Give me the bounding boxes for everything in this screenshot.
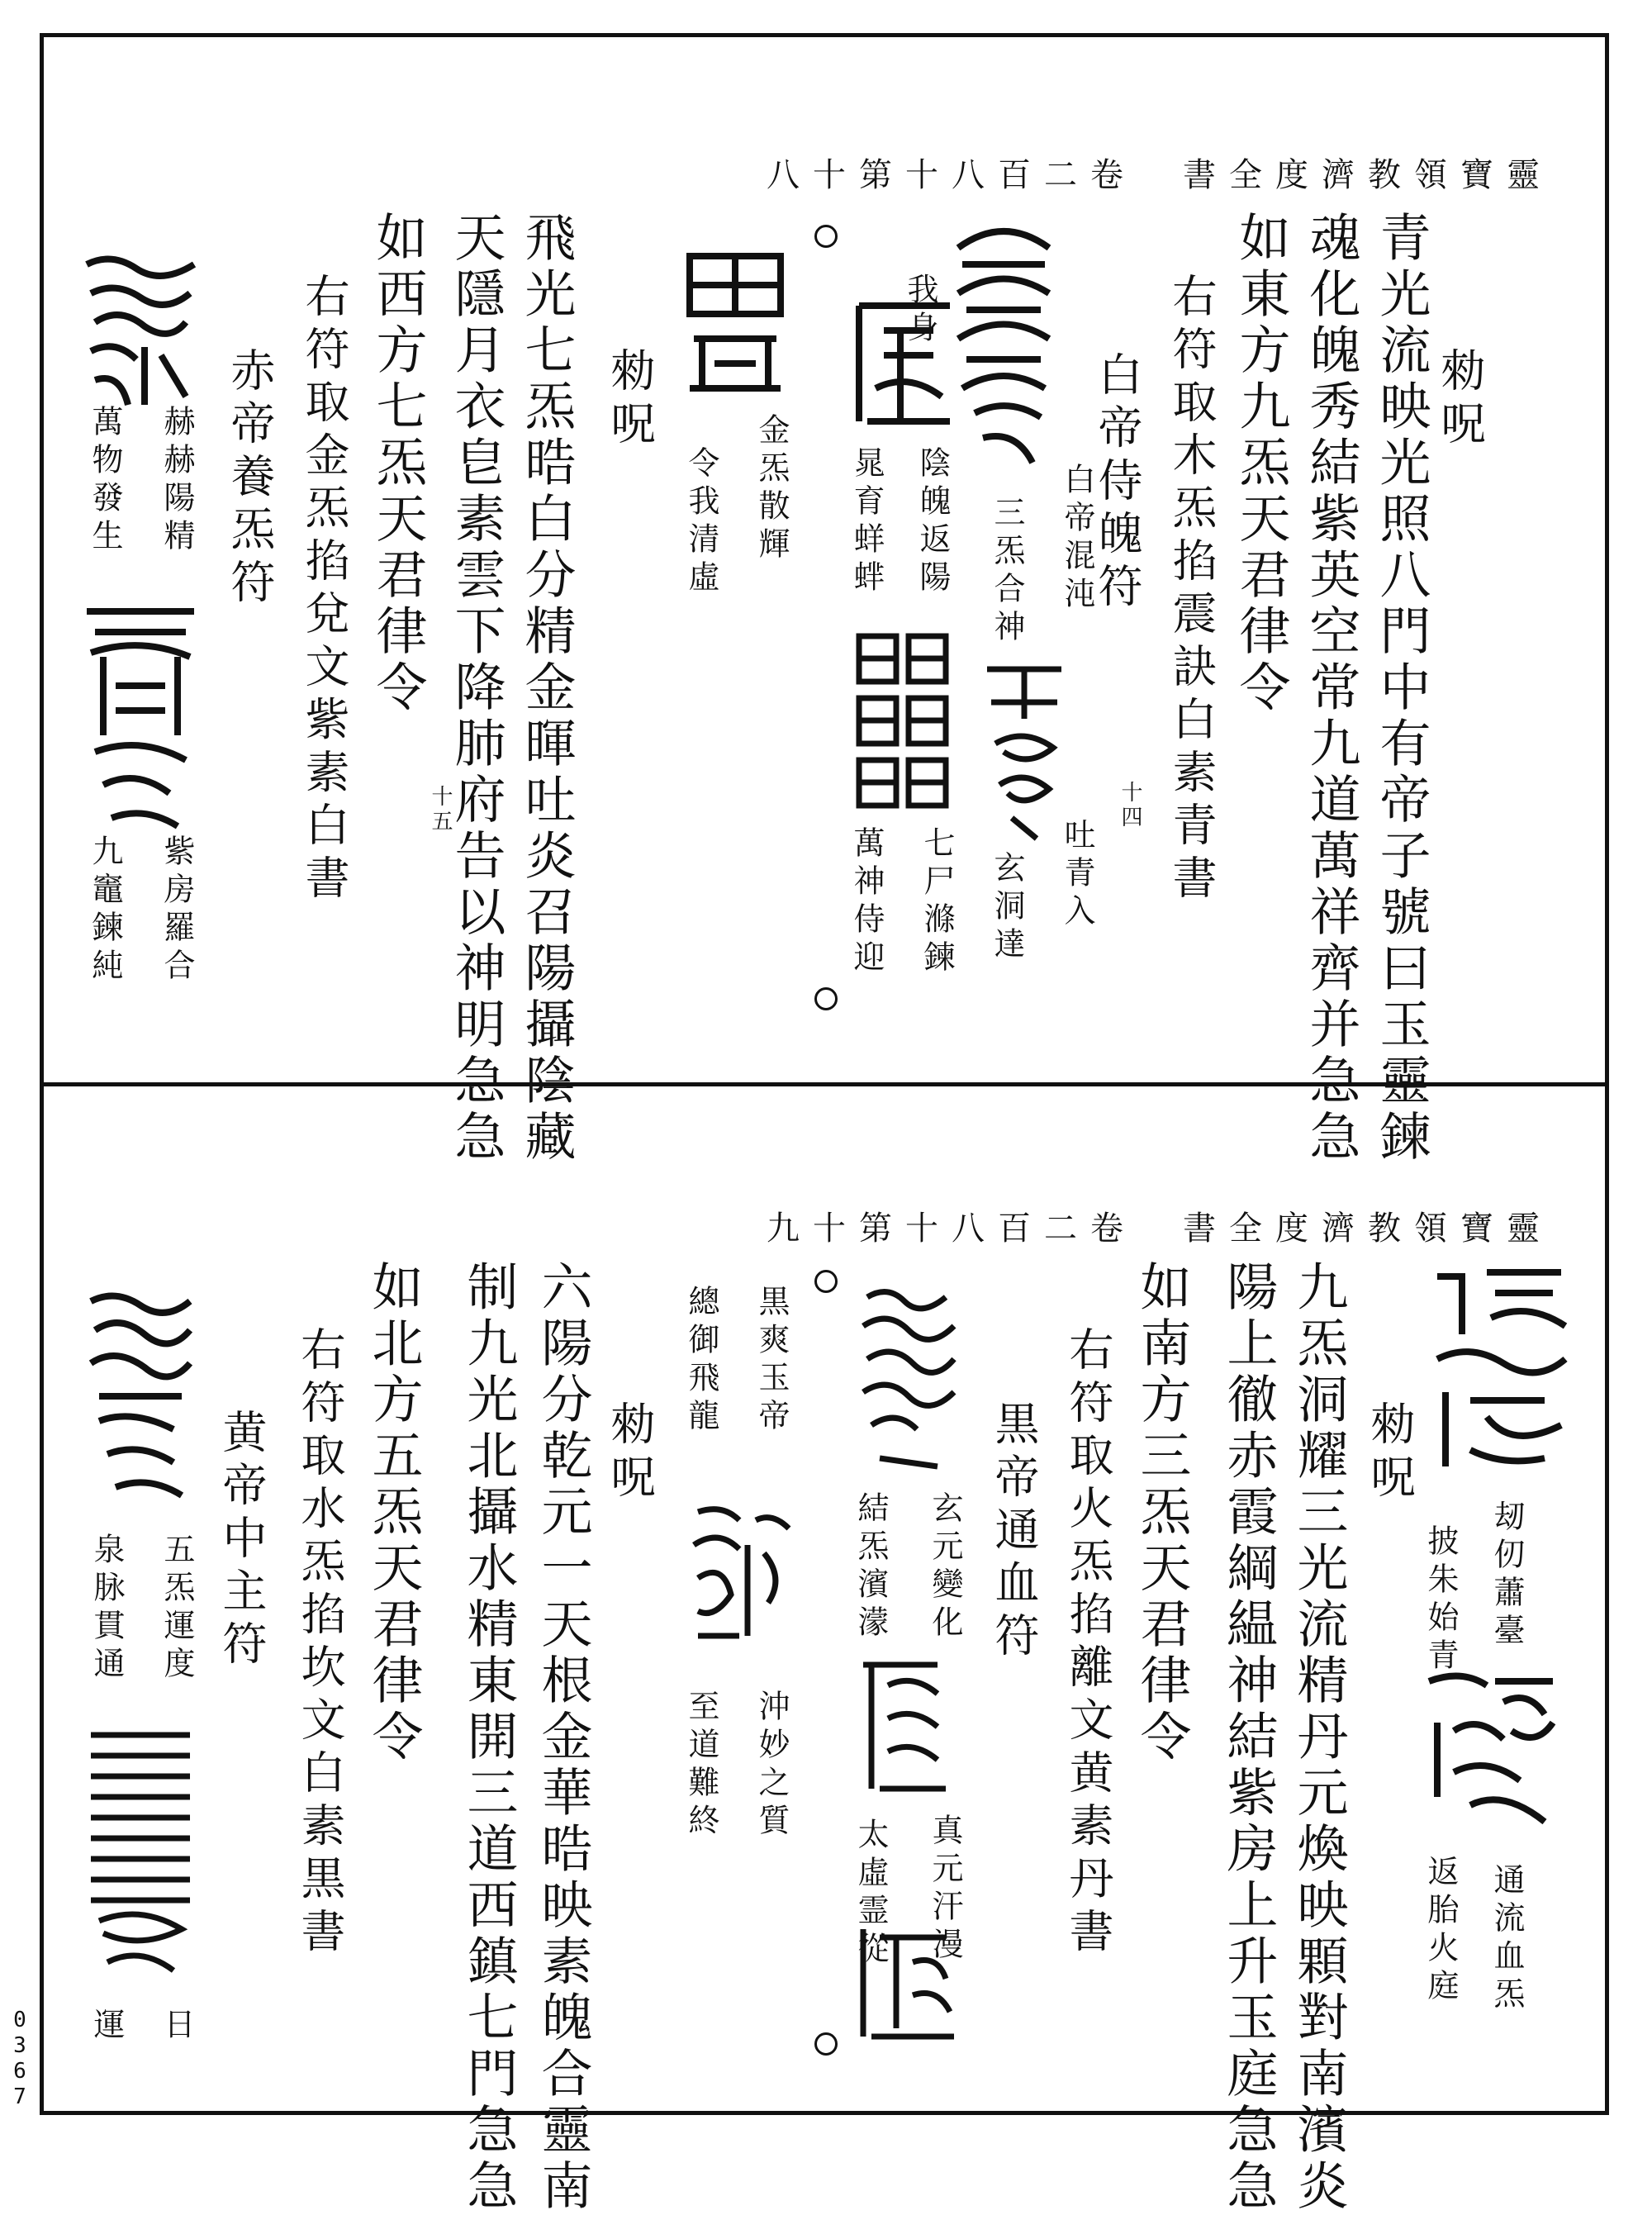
bottom-panel: [0, 1086, 1652, 2215]
talisman-1-label-i: 萬神侍迎: [848, 826, 885, 978]
top-text-5-tag: 十五: [428, 785, 453, 834]
bottom-header: 靈寶領教濟度全書 卷二百八十第十九: [767, 1210, 1553, 1248]
talisman-2-label-b: 萬物發生: [87, 405, 123, 557]
talisman-3-glyph: [1421, 1260, 1578, 1483]
talisman-2-label-d: 九竈鍊純: [87, 834, 123, 986]
top-note-1-tag: 十四: [1118, 781, 1142, 830]
bottom-note-1: 右符取火炁掐離文黄素丹書: [1062, 1326, 1114, 1961]
binding-hole: [814, 225, 838, 248]
top-chi-2: 勑呪: [604, 347, 656, 453]
top-header: 靈寶領教濟度全書 卷二百八十第十八: [767, 156, 1553, 194]
talisman-5-glyph: [681, 1504, 797, 1644]
talisman-1-label-g: 晁育蛘蝆: [848, 446, 885, 598]
talisman-3-label-c: 通流血炁: [1488, 1863, 1525, 2015]
gold-label: 金炁散輝: [753, 413, 790, 565]
page-number: 0 3 6 7: [13, 2008, 26, 2109]
talisman-6-glyph: [83, 1285, 198, 1508]
talisman-1-label-h: 七尸滌鍊: [919, 826, 955, 978]
talisman-2-label-c: 紫房羅合: [159, 834, 195, 986]
talisman-3-title: 黒帝通血符: [988, 1400, 1040, 1665]
bottom-note-2: 右符取水炁掐坎文白素黒書: [294, 1326, 346, 1961]
top-note-2: 右符取金炁掐兌文紫素白書: [298, 273, 350, 907]
talisman-3-lower-glyph: [1421, 1665, 1561, 1838]
talisman-5-label-b: 總御飛龍: [683, 1285, 719, 1437]
talisman-1-label-e: 我身: [902, 273, 938, 349]
talisman-5-label-c: 沖妙之質: [753, 1690, 790, 1842]
talisman-1-label-c: 吐青入: [1059, 818, 1095, 932]
talisman-1-label-a: 白帝混沌: [1059, 463, 1095, 615]
talisman-4-lower-glyph: [855, 1648, 954, 1805]
bottom-chi-1: 勑呪: [1364, 1400, 1416, 1506]
talisman-1-label-d: 玄洞達: [989, 851, 1025, 965]
talisman-4-title: 黄帝中主符: [216, 1409, 268, 1673]
bottom-text-4: 六陽分乾元一天根金華晧映素魄合靈南: [533, 1260, 593, 2215]
talisman-6-label-d: 運: [88, 2008, 125, 2046]
talisman-1-mid-glyph: [851, 297, 958, 434]
talisman-5-label-d: 至道難終: [683, 1690, 719, 1842]
bottom-text-3: 如南方三炁天君律令: [1132, 1260, 1192, 1766]
talisman-3-label-b: 披朱始青: [1422, 1524, 1459, 1676]
bottom-text-1: 九炁洞耀三光流精丹元煥映顆對南濱炎: [1289, 1260, 1349, 2215]
talisman-6-label-c: 日: [159, 2008, 195, 2046]
talisman-4-label-b: 結炁濱濛: [852, 1491, 889, 1643]
talisman-1-lower-glyph: [979, 653, 1070, 843]
talisman-5-label-a: 黒爽玉帝: [753, 1285, 790, 1437]
talisman-2-glyph: [78, 248, 202, 413]
top-note-1: 右符取木炁掐震訣白素青書: [1165, 273, 1218, 907]
talisman-2-lower-glyph: [78, 595, 202, 834]
talisman-4-label-c: 真元汗漫: [927, 1813, 963, 1965]
top-text-3: 如東方九炁天君律令: [1231, 211, 1291, 716]
bottom-text-2: 陽上徹赤霞綱緼神結紫房上升玉庭急急: [1218, 1260, 1279, 2215]
talisman-1-label-f: 陰魄返陽: [914, 446, 951, 598]
talisman-2-label-a: 赫赫陽精: [159, 405, 195, 557]
talisman-1-title: 白帝侍魄符: [1091, 351, 1143, 616]
talisman-1-label-b: 三炁合神: [989, 496, 1025, 648]
binding-hole: [814, 1270, 838, 1293]
talisman-3-label-a: 刼仞蕭臺: [1488, 1500, 1525, 1652]
talisman-4-label-a: 玄元變化: [927, 1491, 963, 1643]
talisman-6-label-b: 泉脉貫通: [88, 1533, 125, 1685]
talisman-4-foot-glyph: [847, 1921, 962, 2045]
talisman-3-label-d: 返胎火庭: [1422, 1855, 1459, 2007]
top-chi-title: 勑呪: [1434, 347, 1486, 453]
top-text-6: 如西方七炁天君律令: [368, 211, 428, 716]
top-text-5: 天隱月衣皀素雲下降肺府告以神明急急: [446, 211, 506, 1166]
top-text-1: 青光流映光照八門中有帝子號曰玉靈鍊: [1371, 211, 1431, 1166]
talisman-1-glyph: [950, 215, 1057, 471]
talisman-6-lower-glyph: [83, 1723, 198, 1987]
binding-hole: [814, 987, 838, 1010]
top-text-4: 飛光七炁晧白分精金暉吐炎召陽攝陰藏: [516, 211, 577, 1166]
gold-talisman-glyph: [681, 248, 789, 397]
talisman-1-lower-grid: [851, 628, 958, 818]
talisman-4-glyph: [855, 1285, 962, 1475]
binding-hole: [814, 2032, 838, 2056]
talisman-2-title: 赤帝養炁符: [224, 347, 276, 611]
talisman-6-label-a: 五炁運度: [159, 1533, 195, 1685]
bottom-chi-2: 勑呪: [604, 1400, 656, 1506]
bottom-text-6: 如北方五炁天君律令: [363, 1260, 424, 1766]
top-text-2: 魂化魄秀結紫英空常九道萬祥齊并急急: [1301, 211, 1361, 1166]
talisman-4-label-d: 太虛霊從: [852, 1818, 889, 1970]
gold-label-2: 令我清虛: [683, 446, 719, 598]
bottom-text-5: 制九光北攝水精東開三道西鎮七門急急: [458, 1260, 519, 2215]
